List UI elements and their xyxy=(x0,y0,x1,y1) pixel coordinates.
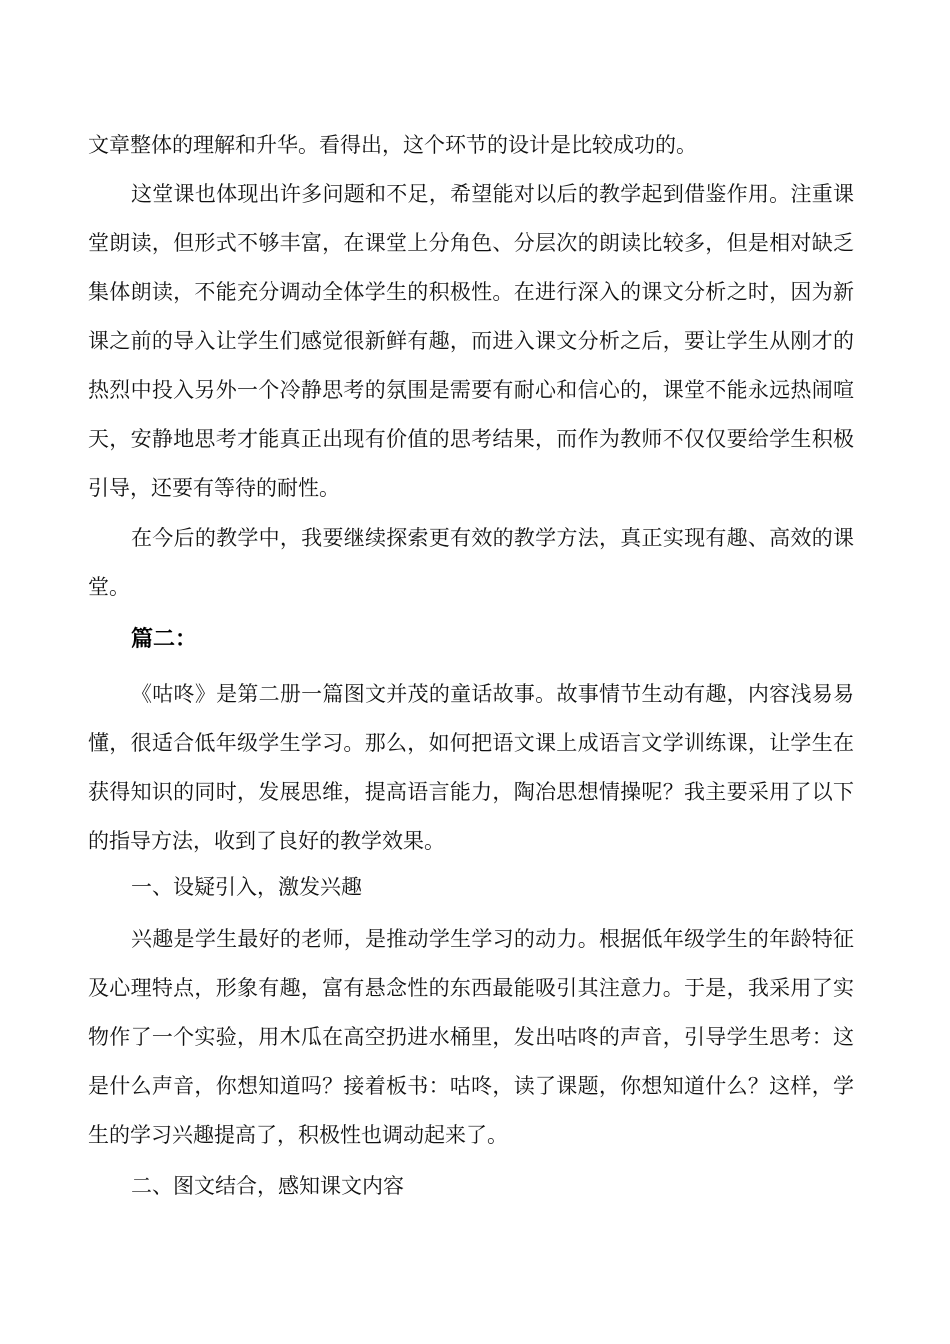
paragraph-1: 文章整体的理解和升华。看得出，这个环节的设计是比较成功的。 xyxy=(88,133,697,157)
paragraph-5: 兴趣是学生最好的老师，是推动学生学习的动力。根据低年级学生的年龄特征及心理特点，形象有趣，富有悬念性的东西最能吸引其注意力。于是，我采用了实物作了一个实验，用木瓜在高空扔进水桶里，发出咕咚的声音，引导学生思考：这是什么声音，你想知道吗？接着板书：咕咚，读了课题，你想知道什么？这样，学生的学习兴趣提高了，积极性也调动起来了。 xyxy=(88,927,854,1147)
section-heading: 篇二： xyxy=(131,627,198,652)
subsection-heading-2: 二、图文结合，感知课文内容 xyxy=(131,1174,404,1198)
paragraph-3: 在今后的教学中，我要继续探索更有效的教学方法，真正实现有趣、高效的课堂。 xyxy=(88,526,854,599)
paragraph-2: 这堂课也体现出许多问题和不足，希望能对以后的教学起到借鉴作用。注重课堂朗读，但形式不够丰富，在课堂上分角色、分层次的朗读比较多，但是相对缺乏集体朗读，不能充分调动全体学生的积极性。在进行深入的课文分析之时，因为新课之前的导入让学生们感觉很新鲜有趣，而进入课文分析之后，要让学生从刚才的热烈中投入另外一个冷静思考的氛围是需要有耐心和信心的，课堂不能永远热闹喧天，安静地思考才能真正出现有价值的思考结果，而作为教师不仅仅要给学生积极引导，还要有等待的耐性。 xyxy=(88,182,854,500)
subsection-heading-1: 一、设疑引入，激发兴趣 xyxy=(131,875,362,899)
paragraph-4: 《咕咚》是第二册一篇图文并茂的童话故事。故事情节生动有趣，内容浅易易懂，很适合低年级学生学习。那么，如何把语文课上成语言文学训练课，让学生在获得知识的同时，发展思维，提高语言能力，陶冶思想情操呢？我主要采用了以下的指导方法，收到了良好的教学效果。 xyxy=(88,682,854,853)
